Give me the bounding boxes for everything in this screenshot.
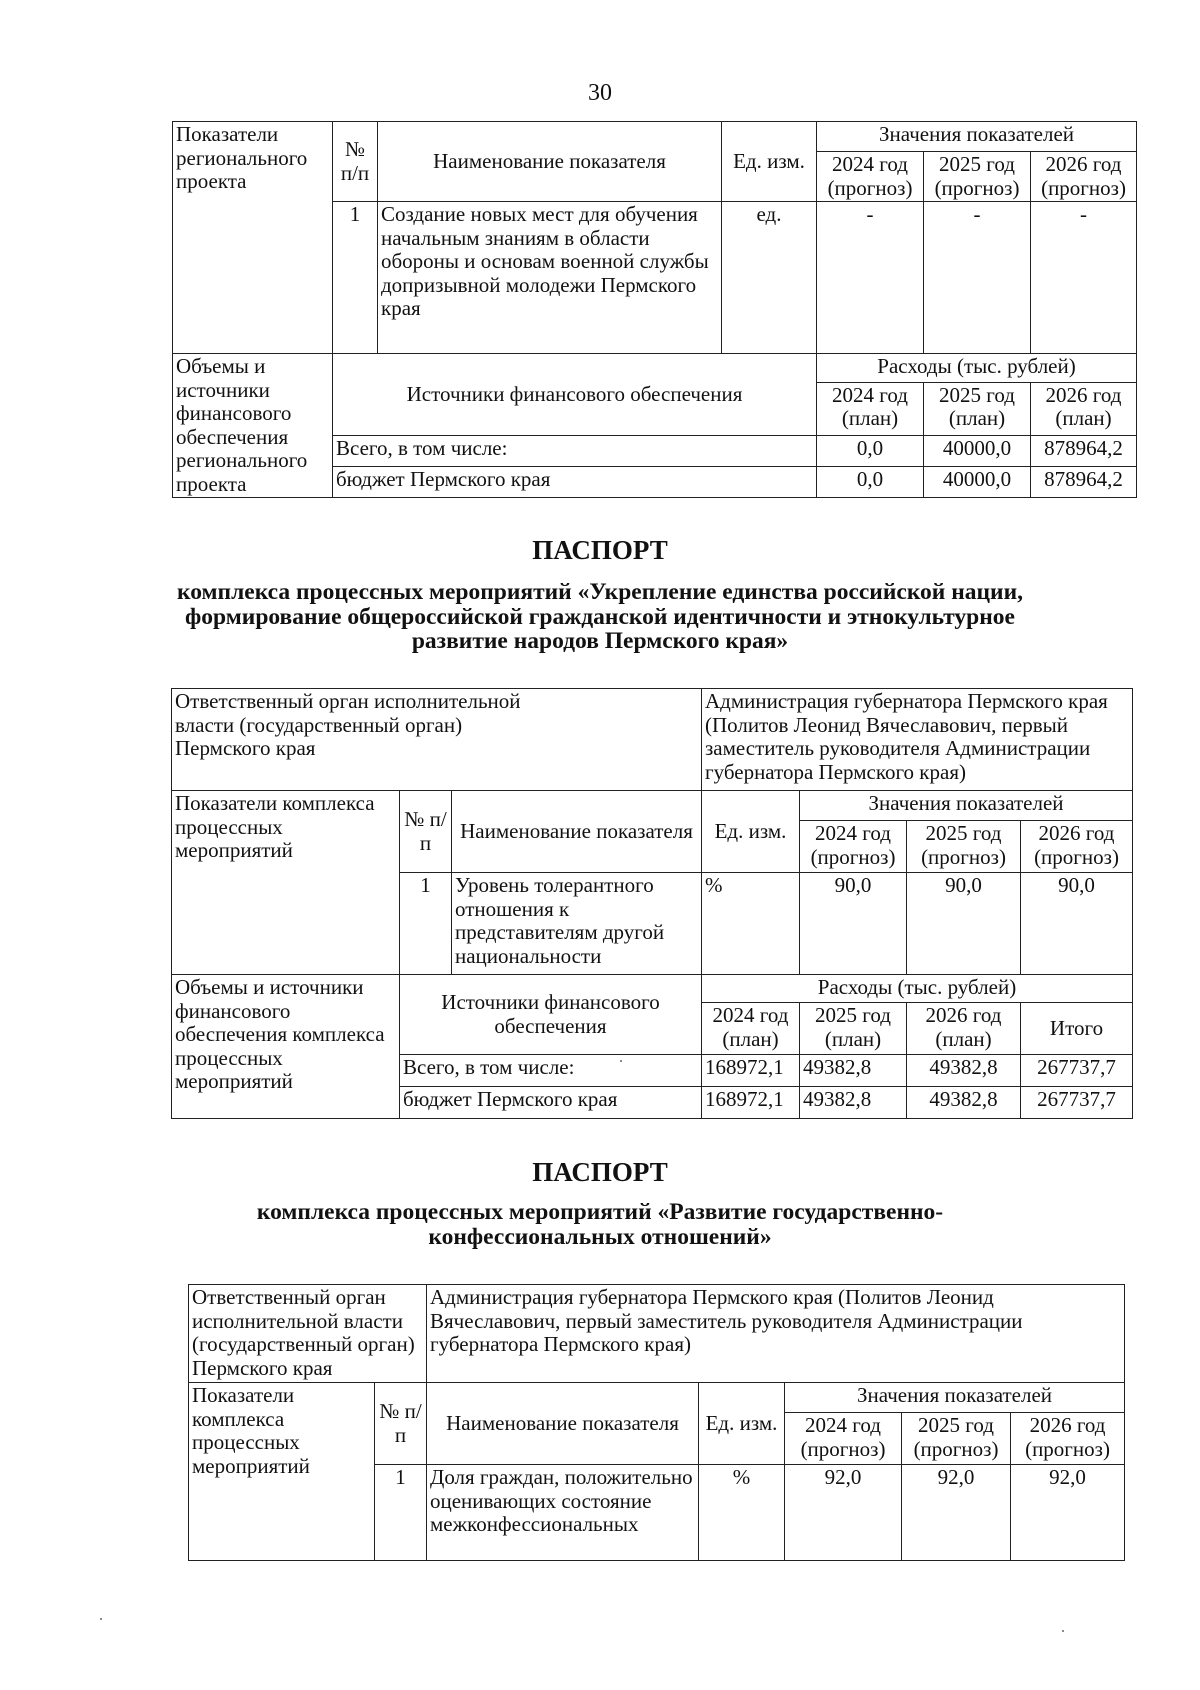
passport2-table — [188, 1284, 1125, 1561]
name-header: Наименование показателя — [427, 1383, 699, 1465]
budget-row-2024: 168972,1 — [702, 1087, 800, 1119]
total-row-2026: 878964,2 — [1031, 436, 1137, 467]
row-num: 1 — [333, 202, 378, 354]
year-2026-header: 2026 год (прогноз) — [1031, 152, 1137, 202]
passport-subtitle: комплекса процессных мероприятий «Укрепление единства российской нации, формирование общероссийской гражданской идентичности и этнокультурное развитие народов Пермского края» — [177, 579, 1023, 655]
responsible-label: Ответственный орган исполнительной власти (государственный орган) Пермского края — [172, 689, 702, 791]
budget-row-total: 267737,7 — [1021, 1087, 1133, 1119]
responsible-value: Администрация губернатора Пермского края (Политов Леонид Вячеславович, первый заместитель руководителя Администрации губернатора Пермского края) — [427, 1285, 1125, 1383]
budget-row-label: бюджет Пермского края — [400, 1087, 702, 1119]
passport-title: ПАСПОРТ — [532, 1157, 668, 1187]
budget-row-label: бюджет Пермского края — [333, 467, 817, 498]
num-header: № п/п — [333, 122, 378, 202]
row-value-2025: 92,0 — [902, 1465, 1011, 1561]
row-value-2024: 90,0 — [800, 873, 907, 975]
plan-2025-header: 2025 год (план) — [800, 1003, 907, 1055]
indicators-label: Показатели комплекса процессных мероприятий — [189, 1383, 375, 1561]
plan-2024-header: 2024 год (план) — [702, 1003, 800, 1055]
plan-2024-header: 2024 год (план) — [817, 382, 924, 436]
passport-title: ПАСПОРТ — [532, 535, 668, 565]
row-unit: ед. — [722, 202, 817, 354]
row-unit: % — [699, 1465, 785, 1561]
total-row-2026: 49382,8 — [907, 1055, 1021, 1087]
unit-header: Ед. изм. — [702, 791, 800, 873]
year-2024-header: 2024 год (прогноз) — [817, 152, 924, 202]
total-header: Итого — [1021, 1003, 1133, 1055]
expenses-header: Расходы (тыс. рублей) — [702, 975, 1133, 1003]
sources-header: Источники финансового обеспечения — [333, 354, 817, 436]
budget-row-2026: 49382,8 — [907, 1087, 1021, 1119]
row-num: 1 — [375, 1465, 427, 1561]
row-value-2026: - — [1031, 202, 1137, 354]
expenses-header: Расходы (тыс. рублей) — [817, 354, 1137, 383]
responsible-value: Администрация губернатора Пермского края (Политов Леонид Вячеславович, первый заместитель руководителя Администрации губернатора Пермского края) — [702, 689, 1133, 791]
values-header: Значения показателей — [817, 122, 1137, 152]
year-2025-header: 2025 год (прогноз) — [907, 821, 1021, 873]
indicators-label: Показатели регионального проекта — [173, 122, 333, 354]
plan-2025-header: 2025 год (план) — [924, 382, 1031, 436]
row-value-2026: 92,0 — [1011, 1465, 1125, 1561]
total-row-2024: 168972,1 — [702, 1055, 800, 1087]
row-value-2025: 90,0 — [907, 873, 1021, 975]
row-value-2025: - — [924, 202, 1031, 354]
budget-row-2025: 40000,0 — [924, 467, 1031, 498]
row-name: Уровень толерантного отношения к представителям другой национальности — [452, 873, 702, 975]
responsible-label: Ответственный орган исполнительной власти (государственный орган) Пермского края — [189, 1285, 427, 1383]
scan-speck — [1062, 1630, 1064, 1632]
row-name: Создание новых мест для обучения начальным знаниям в области обороны и основам военной службы допризывной молодежи Пермского края — [378, 202, 722, 354]
name-header: Наименование показателя — [452, 791, 702, 873]
year-2025-header: 2025 год (прогноз) — [902, 1413, 1011, 1465]
name-header: Наименование показателя — [378, 122, 722, 202]
passport-subtitle: комплекса процессных мероприятий «Развитие государственно-конфессиональных отношений» — [256, 1199, 944, 1250]
budget-row-2026: 878964,2 — [1031, 467, 1137, 498]
row-num: 1 — [400, 873, 452, 975]
values-header: Значения показателей — [785, 1383, 1125, 1413]
plan-2026-header: 2026 год (план) — [1031, 382, 1137, 436]
row-value-2024: - — [817, 202, 924, 354]
scan-speck — [100, 1618, 102, 1620]
year-2025-header: 2025 год (прогноз) — [924, 152, 1031, 202]
regional-project-table — [172, 121, 1137, 498]
year-2024-header: 2024 год (прогноз) — [800, 821, 907, 873]
row-value-2024: 92,0 — [785, 1465, 902, 1561]
num-header: № п/п — [375, 1383, 427, 1465]
year-2026-header: 2026 год (прогноз) — [1021, 821, 1133, 873]
finance-label: Объемы и источники финансового обеспечения комплекса процессных мероприятий — [172, 975, 400, 1119]
page-number: 30 — [588, 80, 612, 106]
finance-label: Объемы и источники финансового обеспечения регионального проекта — [173, 354, 333, 498]
total-row-label: Всего, в том числе: — [333, 436, 817, 467]
total-row-2024: 0,0 — [817, 436, 924, 467]
row-unit: % — [702, 873, 800, 975]
year-2026-header: 2026 год (прогноз) — [1011, 1413, 1125, 1465]
unit-header: Ед. изм. — [722, 122, 817, 202]
budget-row-2025: 49382,8 — [800, 1087, 907, 1119]
plan-2026-header: 2026 год (план) — [907, 1003, 1021, 1055]
unit-header: Ед. изм. — [699, 1383, 785, 1465]
scan-speck — [620, 1060, 622, 1062]
year-2024-header: 2024 год (прогноз) — [785, 1413, 902, 1465]
row-value-2026: 90,0 — [1021, 873, 1133, 975]
indicators-label: Показатели комплекса процессных мероприятий — [172, 791, 400, 975]
total-row-2025: 49382,8 — [800, 1055, 907, 1087]
total-row-2025: 40000,0 — [924, 436, 1031, 467]
passport1-table — [171, 688, 1133, 1119]
budget-row-2024: 0,0 — [817, 467, 924, 498]
total-row-total: 267737,7 — [1021, 1055, 1133, 1087]
sources-header: Источники финансового обеспечения — [400, 975, 702, 1055]
total-row-label: Всего, в том числе: — [400, 1055, 702, 1087]
num-header: № п/п — [400, 791, 452, 873]
row-name: Доля граждан, положительно оценивающих состояние межконфессиональных — [427, 1465, 699, 1561]
values-header: Значения показателей — [800, 791, 1133, 821]
